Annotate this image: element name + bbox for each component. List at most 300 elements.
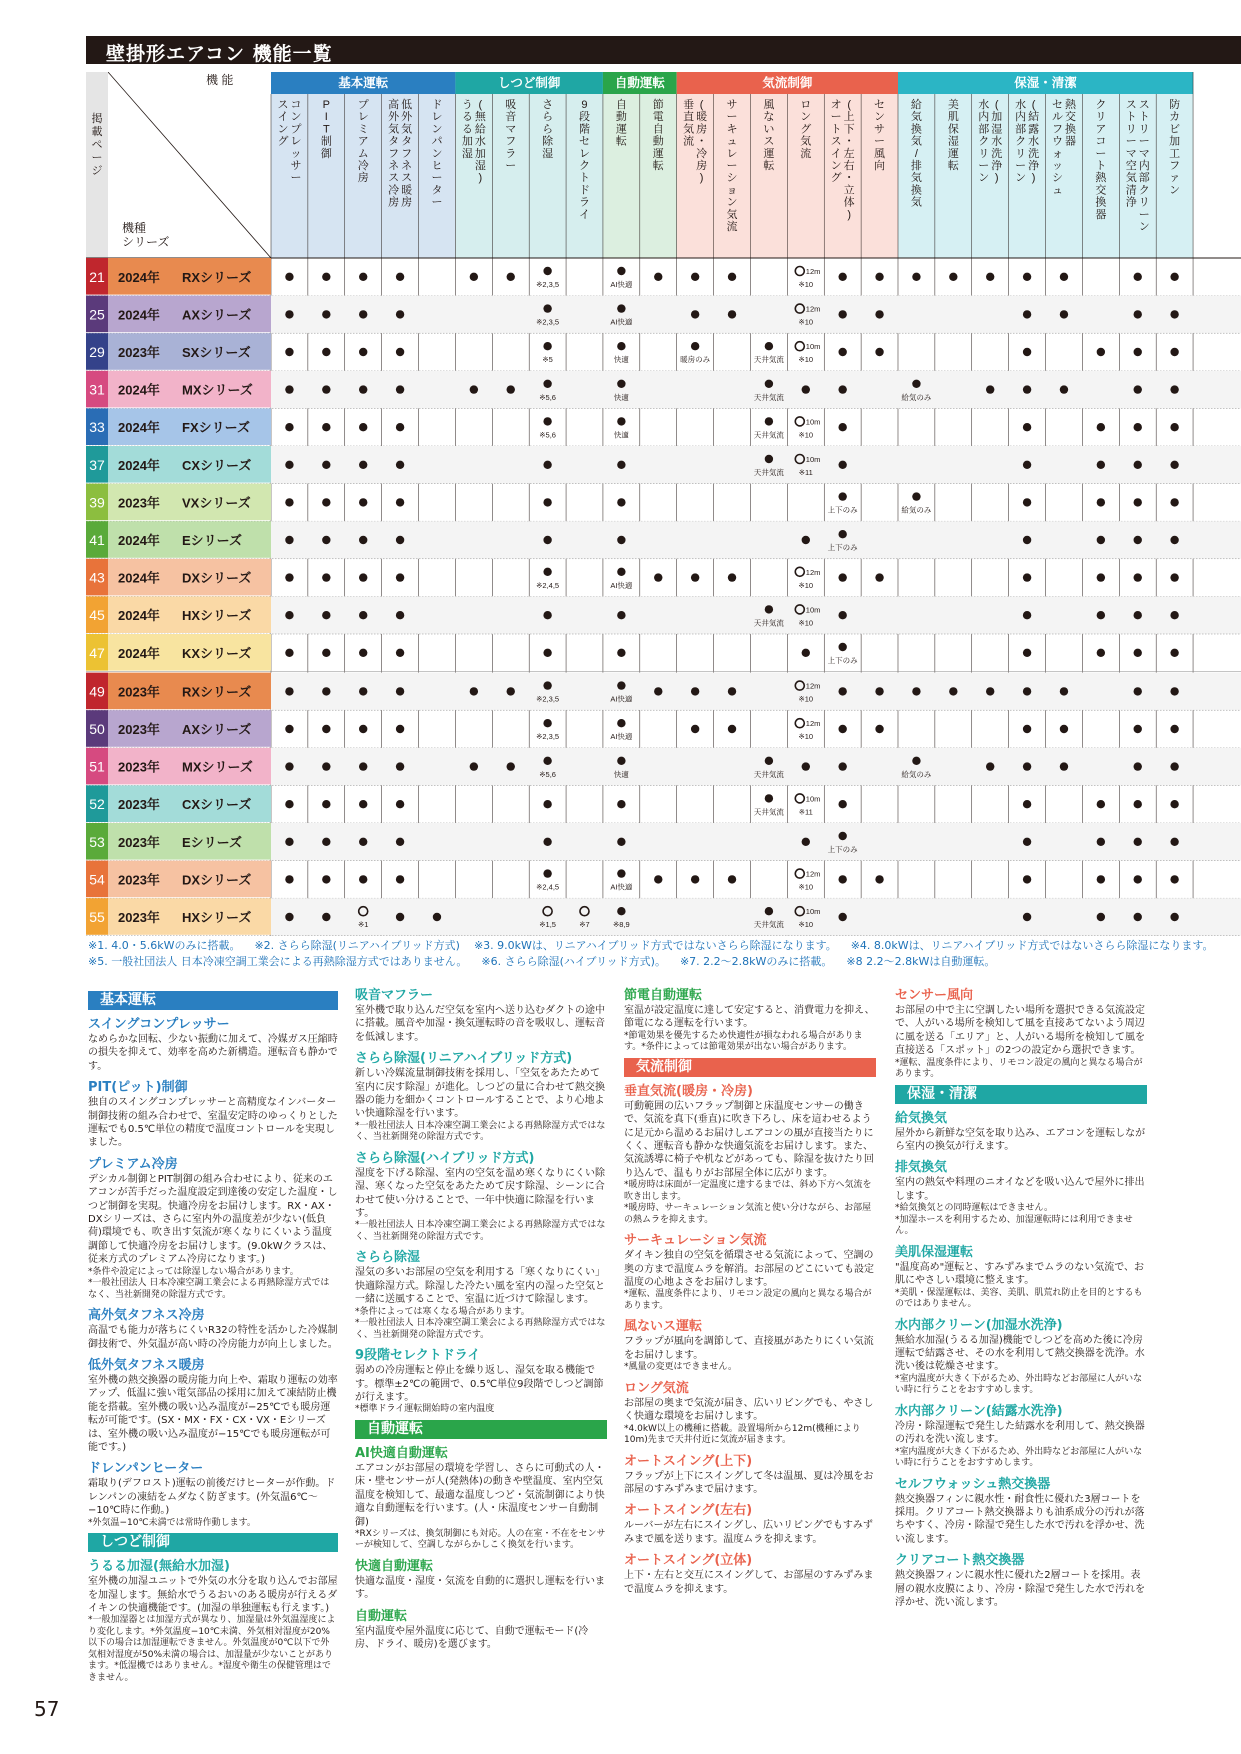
column-header-7: 除 — [542, 135, 554, 148]
column-header-23: ト — [1125, 111, 1137, 124]
column-header-3: タ — [401, 135, 413, 148]
mark-dot-1-11 — [691, 310, 699, 318]
column-header-4: ド — [431, 99, 443, 111]
column-header-19: 水 — [978, 99, 990, 111]
column-header-22: コ — [1095, 135, 1107, 148]
mark-dot-1-0 — [285, 310, 293, 318]
text-swing-vertical: フラップが上下にスイングして冬は温風、夏は冷風をお部屋のすみずみまで届けます。 — [624, 1470, 874, 1495]
mark-dot-12-12 — [728, 725, 736, 733]
mark-dot-7-2 — [359, 536, 367, 544]
corner-function-label: 機 能 — [206, 73, 234, 87]
mark-dot-16-20 — [1023, 875, 1031, 883]
mark-dot-17-4 — [433, 913, 441, 921]
column-header-17: 気 — [910, 172, 922, 185]
mark-dot-11-3 — [396, 687, 404, 695]
mark-dot-11-7 — [543, 681, 551, 689]
column-header-24: ン — [1169, 184, 1181, 197]
column-header-10: 転 — [652, 160, 664, 172]
mark-dot-13-9 — [617, 757, 625, 765]
mark-dot-14-2 — [359, 800, 367, 808]
mark-note-12-14: ※10 — [798, 732, 814, 742]
mark-dot-13-15 — [838, 762, 846, 770]
column-header-0: レ — [290, 135, 302, 148]
column-header-20: ー — [1015, 160, 1027, 172]
column-header-15: 右 — [843, 160, 855, 172]
row-year-0: 2024年 — [118, 269, 160, 285]
column-header-12: ョ — [726, 184, 738, 197]
heading-sarara-linear: さらら除湿(リニアハイブリッド方式) — [355, 1051, 573, 1067]
mark-note-17-13: 天井気流 — [753, 920, 784, 930]
row-stripe-9 — [271, 596, 1241, 634]
column-header-8: ラ — [578, 196, 590, 209]
column-header-12: 気 — [726, 208, 738, 221]
mark-note-16-7: ※2,4,5 — [536, 882, 560, 892]
column-header-21: 交 — [1064, 111, 1076, 124]
mark-note-4-7: ※5,6 — [539, 430, 556, 440]
mark-dot-0-11 — [691, 273, 699, 281]
section-basic-operation: 基本運転 — [88, 991, 338, 1010]
heading-no-wind: 風ないス運転 — [624, 1319, 703, 1335]
mark-dot-0-12 — [728, 273, 736, 281]
column-header-11: 垂 — [683, 99, 695, 111]
column-header-3: ネ — [388, 160, 400, 172]
column-header-23: マ — [1138, 147, 1150, 160]
column-header-8: レ — [578, 147, 590, 160]
text-exhaust-vent: 室内の熱気や料理のニオイなどを吸い込んで屋外に排出します。 — [895, 1177, 1145, 1202]
text-drain-pan-heater: 霜取り(デフロスト)運転の前後だけヒーターが作動。ドレンパンの凍結をムダなく防ぎます。(外気温6℃〜−10℃時に作動。) — [88, 1478, 336, 1517]
group-label-1: しつど制御 — [497, 76, 561, 90]
column-header-4: タ — [431, 184, 443, 197]
column-header-0: サ — [290, 160, 302, 172]
heading-self-wash: セルフウォッシュ熱交換器 — [895, 1476, 1051, 1492]
row-year-10: 2024年 — [118, 645, 160, 661]
row-series-12: AXシリーズ — [182, 722, 252, 737]
row-year-6: 2023年 — [118, 495, 160, 511]
mark-note-8-9: AI快適 — [610, 580, 633, 590]
column-header-10: 自 — [652, 123, 664, 136]
column-header-1: T — [322, 123, 330, 136]
mark-dot-17-3 — [396, 913, 404, 921]
column-header-16: 風 — [874, 147, 886, 160]
mark-dot-15-15 — [838, 832, 846, 840]
group-label-4: 保湿・清潔 — [1014, 76, 1077, 90]
column-header-17: / — [914, 147, 918, 160]
mark-ring-16-14 — [795, 869, 804, 878]
mark-dot-6-22 — [1097, 498, 1105, 506]
mark-dot-16-11 — [691, 875, 699, 883]
column-header-19: ー — [978, 160, 990, 172]
column-header-2: 房 — [357, 172, 369, 185]
column-header-21: ル — [1051, 111, 1063, 124]
heading-swing-3d: オートスイング(立体) — [624, 1553, 753, 1569]
mark-dot-17-23 — [1134, 913, 1142, 921]
column-header-4: ヒ — [431, 160, 443, 172]
title-bar — [86, 36, 1241, 64]
column-header-5: 加 — [474, 147, 486, 160]
page-label-char: 掲 — [91, 113, 103, 125]
note-eco-auto: *節電効果を優先するため快適性が損なわれる場合があります。*条件によっては節電効果が出ない場合があります。 — [624, 1030, 863, 1053]
column-header-3: 外 — [401, 111, 413, 124]
column-header-15: ス — [830, 135, 842, 148]
column-header-6: 吸 — [505, 99, 517, 111]
heading-swing-compressor: スイングコンプレッサー — [88, 1017, 230, 1032]
heading-low-temp-heating: 低外気タフネス暖房 — [88, 1358, 205, 1373]
footnote-3: ※3. 9.0kWは、リニアハイブリッド方式ではないさらら除湿になります。 — [473, 939, 837, 952]
mark-dot-8-0 — [285, 573, 293, 581]
mark-note-0-9: AI快適 — [610, 280, 633, 289]
mark-ring-0-14 — [795, 267, 804, 276]
mark-dot-1-16 — [875, 310, 883, 318]
note-ai-auto: *RXシリーズは、換気制御にも対応。人の在室・不在をセンサーが検知して、空調しながらかしこく換気を行います。 — [355, 1528, 606, 1551]
mark-dot-10-7 — [543, 649, 551, 657]
mark-note-17-7: ※1,5 — [539, 920, 556, 930]
column-header-11: 房 — [696, 160, 708, 172]
mark-dot-10-24 — [1170, 649, 1178, 657]
column-header-21: セ — [1051, 99, 1063, 111]
mark-dot-2-22 — [1097, 348, 1105, 356]
column-header-2: 冷 — [357, 160, 369, 172]
column-header-7: さ — [542, 99, 554, 111]
mark-dot-16-15 — [838, 875, 846, 883]
mark-dot-12-16 — [875, 725, 883, 733]
mark-dot-8-12 — [728, 573, 736, 581]
text-self-wash: 熱交換器フィンに親水性・耐食性に優れた3層コートを採用。クリアコート熱交換器よりも油系成分の汚れが落ちやすく、冷房・除湿で発生した水で汚れを浮かせ、洗い流します。 — [895, 1493, 1145, 1545]
heading-muffler: 吸音マフラー — [355, 988, 434, 1003]
text-select-dry: 弱めの冷房運転と停止を繰り返し、湿気を取る機能です。標準±2℃の範囲で、0.5℃単位9段階でしつど調節が行えます。 — [355, 1365, 604, 1403]
mark-dot-4-20 — [1023, 423, 1031, 431]
column-header-16: セ — [874, 99, 886, 111]
mark-dot-0-19 — [986, 273, 994, 281]
mark-dot-13-7 — [543, 757, 551, 765]
column-header-9: 動 — [615, 111, 627, 124]
heading-auto: 自動運転 — [355, 1608, 408, 1624]
mark-dot-5-15 — [838, 461, 846, 469]
mark-note-4-9: 快適 — [613, 430, 629, 440]
section-humidity-control: しつど制御 — [88, 1533, 338, 1552]
mark-dot-15-3 — [396, 838, 404, 846]
matrix-corner — [86, 72, 271, 258]
mark-dot-10-22 — [1097, 649, 1105, 657]
column-header-21: シ — [1051, 172, 1063, 185]
column-header-21: ウ — [1051, 135, 1063, 148]
row-page-5: 37 — [89, 456, 105, 473]
row-year-16: 2023年 — [118, 872, 160, 888]
column-header-18: 転 — [947, 160, 959, 172]
row-year-9: 2024年 — [118, 608, 160, 624]
row-page-15: 53 — [89, 833, 105, 850]
text-sarara: 湿気の多いお部屋の空気を利用する「寒くなりにくい」快適除湿方式。除湿した冷たい風を室内の湿った空気と一緒に送風することで、室温に近づけて除湿します。 — [355, 1267, 605, 1306]
column-header-13: 運 — [763, 147, 775, 160]
column-header-5: ( — [478, 99, 483, 111]
mark-dot-15-7 — [543, 838, 551, 846]
mark-distance-11-14: 12m — [805, 681, 821, 691]
mark-dot-2-15 — [838, 348, 846, 356]
column-header-23: 空 — [1125, 160, 1137, 172]
column-header-11: 暖 — [696, 111, 708, 124]
row-stripe-13 — [271, 748, 1241, 786]
mark-ring-12-14 — [795, 719, 804, 728]
column-header-12: ュ — [726, 135, 738, 148]
mark-dot-0-24 — [1170, 273, 1178, 281]
mark-dot-12-1 — [322, 725, 330, 733]
mark-dot-3-3 — [396, 385, 404, 393]
mark-dot-5-20 — [1023, 461, 1031, 469]
column-header-23: ン — [1138, 221, 1150, 233]
mark-dot-2-3 — [396, 348, 404, 356]
column-header-15: ( — [847, 99, 852, 111]
column-header-17: 気 — [910, 196, 922, 209]
mark-dot-0-10 — [654, 273, 662, 281]
column-header-14: 気 — [800, 135, 812, 148]
mark-dot-11-15 — [838, 687, 846, 695]
mark-dot-6-17 — [912, 492, 920, 500]
mark-dot-15-20 — [1023, 838, 1031, 846]
mark-note-1-9: AI快適 — [610, 317, 633, 327]
column-header-3: 冷 — [388, 184, 400, 197]
mark-note-11-9: AI快適 — [610, 694, 633, 704]
column-header-23: 浄 — [1125, 196, 1137, 209]
mark-dot-9-15 — [838, 611, 846, 619]
mark-dot-4-24 — [1170, 423, 1178, 431]
column-header-23: ー — [1138, 135, 1150, 148]
mark-dot-16-2 — [359, 875, 367, 883]
column-header-12: シ — [726, 172, 738, 185]
column-header-12: ン — [726, 196, 738, 209]
note-sensor-direction: *運転、温度条件により、リモコン設定の風向と異なる場合があります。 — [895, 1057, 1143, 1080]
column-header-13: 転 — [763, 160, 775, 172]
row-series-5: CXシリーズ — [182, 457, 252, 473]
mark-dot-1-12 — [728, 310, 736, 318]
mark-dot-14-20 — [1023, 800, 1031, 808]
column-header-23: ー — [1125, 135, 1137, 148]
mark-dot-9-23 — [1134, 611, 1142, 619]
column-header-19: ン — [978, 172, 990, 185]
heading-inner-clean-humid: 水内部クリーン(加湿水洗浄) — [895, 1317, 1063, 1333]
mark-dot-16-23 — [1134, 875, 1142, 883]
mark-dot-1-24 — [1170, 310, 1178, 318]
text-ai-auto: エアコンがお部屋の環境を学習し、さらに可動式の人・床・壁センサーが人(発熱体)の動きや壁温度、室内空気温度を検知して、最適な温度しつど・気流制御により快適な自動運転を行います。(人・床温度センサー自動制御) — [355, 1462, 605, 1528]
column-header-5: 無 — [474, 111, 486, 124]
mark-dot-11-20 — [1023, 687, 1031, 695]
mark-dot-6-20 — [1023, 498, 1031, 506]
mark-note-17-2: ※1 — [357, 920, 369, 930]
mark-dot-16-1 — [322, 875, 330, 883]
mark-dot-12-9 — [617, 719, 625, 727]
column-header-5: 水 — [474, 135, 486, 148]
note-circulation: *運転、温度条件により、リモコン設定の風向と異なる場合があります。 — [624, 1289, 872, 1311]
mark-dot-1-3 — [396, 310, 404, 318]
mark-dot-0-17 — [912, 273, 920, 281]
mark-note-7-15: 上下のみ — [827, 543, 858, 553]
mark-dot-2-0 — [285, 348, 293, 356]
mark-distance-17-14: 10m — [805, 907, 821, 917]
mark-dot-12-21 — [1060, 725, 1068, 733]
column-header-15: ) — [847, 208, 852, 221]
footnotes — [88, 938, 1238, 970]
mark-dot-10-2 — [359, 649, 367, 657]
mark-dot-14-3 — [396, 800, 404, 808]
mark-dot-13-21 — [1060, 762, 1068, 770]
mark-dot-13-19 — [986, 762, 994, 770]
column-header-12: サ — [726, 99, 738, 111]
column-header-17: 気 — [910, 111, 922, 124]
column-header-3: 房 — [388, 196, 400, 209]
mark-dot-12-2 — [359, 725, 367, 733]
heading-high-temp-cooling: 高外気タフネス冷房 — [88, 1308, 205, 1324]
column-header-23: リ — [1138, 196, 1150, 209]
column-header-6: 音 — [505, 111, 517, 124]
row-page-13: 51 — [89, 758, 105, 775]
column-header-4: ン — [431, 147, 443, 160]
group-label-0: 基本運転 — [338, 76, 389, 90]
mark-dot-13-3 — [396, 762, 404, 770]
column-header-20: ク — [1015, 135, 1027, 148]
mark-dot-15-14 — [802, 838, 810, 846]
mark-dot-0-3 — [396, 273, 404, 281]
mark-distance-2-14: 10m — [805, 342, 821, 352]
column-header-15: グ — [830, 172, 842, 185]
column-header-20: ン — [1015, 172, 1027, 185]
column-header-11: 冷 — [696, 147, 708, 160]
column-header-18: 保 — [947, 123, 959, 136]
column-header-22: リ — [1095, 111, 1107, 124]
mark-dot-8-20 — [1023, 573, 1031, 581]
column-header-12: レ — [726, 147, 738, 160]
section-airflow-control: 気流制御 — [624, 1058, 876, 1077]
column-header-0: ン — [290, 111, 302, 124]
note-sarara: *条件によっては寒くなる場合があります。 *一般社団法人 日本冷凍空調工業会による再熱除湿方式ではなく、当社新開発の除湿方式です。 — [355, 1306, 606, 1340]
mark-dot-3-19 — [986, 385, 994, 393]
column-header-10: 電 — [652, 111, 664, 124]
heading-swing-vertical: オートスイング(上下) — [624, 1453, 753, 1469]
text-supply-vent: 屋外から新鮮な空気を取り込み、エアコンを運転しながら室内の換気が行えます。 — [895, 1127, 1146, 1153]
mark-distance-1-14: 12m — [805, 304, 821, 314]
mark-dot-1-15 — [838, 310, 846, 318]
column-header-21: 熱 — [1064, 99, 1076, 111]
mark-dot-10-9 — [617, 649, 625, 657]
column-header-13: 風 — [763, 99, 775, 111]
column-header-22: 器 — [1095, 208, 1107, 221]
note-ururu: *一般加湿器とは加湿方式が異なり、加湿量は外気温湿度により変化します。*外気温度−10℃未満、外気相対湿度が20%以下の場合は加湿運転できません。外気温度が0℃以下で外気相対湿度が50%未満の場合は、加湿量が少ないことがあります。*低湿機ではありません。*湿度や衛生の保健管理はできません。 — [88, 1615, 336, 1683]
column-header-11: 直 — [683, 111, 695, 124]
column-header-15: 上 — [843, 111, 855, 124]
row-stripe-17 — [271, 898, 1241, 936]
row-page-1: 25 — [89, 306, 105, 323]
column-header-2: プ — [357, 99, 369, 111]
column-header-22: ト — [1095, 160, 1107, 172]
column-header-18: 肌 — [947, 111, 959, 124]
mark-dot-16-10 — [654, 875, 662, 883]
column-header-4: ン — [431, 123, 443, 136]
mark-dot-10-14 — [802, 649, 810, 657]
mark-note-0-14: ※10 — [798, 280, 814, 289]
column-header-21: 器 — [1064, 135, 1076, 148]
mark-distance-9-14: 10m — [805, 605, 821, 615]
mark-dot-15-9 — [617, 838, 625, 846]
column-header-19: 加 — [991, 111, 1003, 124]
note-long-flow: *4.0kW以上の機種に搭載。設置場所から12m(機種により10m)先まで天井付近に気流が届きます。 — [624, 1423, 861, 1446]
column-header-4: パ — [431, 135, 443, 148]
text-swing-3d: 上下・左右と交互にスイングして、お部屋のすみずみまで温度ムラを抑えます。 — [624, 1570, 874, 1595]
mark-dot-6-1 — [322, 498, 330, 506]
heading-ururu: うるる加湿(無給水加湿) — [88, 1559, 230, 1575]
column-header-22: ー — [1095, 147, 1107, 160]
column-header-3: フ — [401, 147, 413, 160]
heading-skin-care: 美肌保湿運転 — [895, 1244, 974, 1260]
mark-note-6-17: 給気のみ — [901, 505, 932, 515]
function-matrix — [86, 72, 1241, 936]
column-header-11: 房 — [696, 123, 708, 136]
function-matrix-grid — [86, 72, 1241, 936]
column-header-8: 段 — [578, 111, 590, 124]
mark-distance-12-14: 12m — [805, 719, 821, 729]
mark-dot-12-3 — [396, 725, 404, 733]
footnote-1: ※1. 4.0・5.6kWのみに搭載。 — [88, 939, 241, 952]
mark-dot-2-11 — [691, 342, 699, 350]
mark-dot-0-15 — [838, 273, 846, 281]
mark-dot-14-7 — [543, 800, 551, 808]
row-page-7: 41 — [89, 532, 105, 548]
mark-dot-2-1 — [322, 348, 330, 356]
column-header-10: 動 — [652, 135, 664, 148]
mark-dot-10-1 — [322, 649, 330, 657]
row-year-11: 2023年 — [118, 684, 160, 700]
text-skin-care: "温度高め"運転と、すみずみまでムラのない気流で、お肌にやさしい環境に整えます。 — [895, 1261, 1144, 1287]
mark-note-13-9: 快適 — [613, 769, 629, 779]
mark-dot-0-0 — [285, 273, 293, 281]
mark-dot-1-2 — [359, 310, 367, 318]
column-header-20: ) — [1031, 172, 1036, 185]
column-header-10: 運 — [652, 147, 664, 160]
column-header-11: ( — [699, 99, 704, 111]
mark-dot-0-7 — [543, 267, 551, 275]
text-ururu: 室外機の加湿ユニットで外気の水分を取り込んでお部屋を加湿します。無給水でうるおいのある暖房が行えるダイキンの快適機能です。(加湿の単独運転も行えます。) — [88, 1576, 338, 1614]
mark-dot-17-0 — [285, 913, 293, 921]
column-header-3: 房 — [401, 196, 413, 209]
heading-circulation: サーキュレーション気流 — [624, 1233, 767, 1249]
column-header-13: な — [763, 111, 775, 124]
row-series-16: DXシリーズ — [182, 872, 252, 888]
mark-dot-6-2 — [359, 498, 367, 506]
note-skin-care: *美肌・保湿運転は、美容、美肌、肌荒れ防止を目的とするものではありません。 — [895, 1287, 1143, 1310]
mark-note-17-14: ※10 — [798, 920, 814, 930]
mark-dot-4-15 — [838, 423, 846, 431]
mark-dot-16-22 — [1097, 875, 1105, 883]
mark-note-17-9: ※8,9 — [613, 920, 630, 930]
mark-dot-13-23 — [1134, 762, 1142, 770]
mark-dot-17-13 — [765, 907, 773, 915]
column-header-12: ー — [726, 160, 738, 172]
mark-dot-8-15 — [838, 573, 846, 581]
mark-dot-13-14 — [802, 762, 810, 770]
column-header-24: ァ — [1169, 172, 1181, 185]
column-header-7: ら — [542, 123, 554, 136]
mark-ring-14-14 — [795, 794, 804, 803]
column-header-23: ー — [1138, 208, 1150, 221]
heading-long-flow: ロング気流 — [624, 1380, 689, 1396]
heading-sensor-direction: センサー風向 — [895, 988, 974, 1003]
row-series-13: MXシリーズ — [182, 759, 253, 775]
text-high-temp-cooling: 高温でも能力が落ちにくいR32の特性を活かした冷媒制御技術で、外気温が高い時の冷房能力が向上しました。 — [88, 1325, 338, 1350]
column-header-21: ォ — [1051, 147, 1063, 160]
text-swing-compressor: なめらかな回転、少ない振動に加えて、冷媒ガス圧縮時の損失を抑えて、効率を高めた新構造。運転音も静かです。 — [88, 1034, 338, 1072]
group-label-2: 自動運転 — [614, 76, 665, 90]
row-series-14: CXシリーズ — [182, 797, 252, 813]
mark-dot-4-9 — [617, 417, 625, 425]
mark-dot-12-11 — [691, 725, 699, 733]
text-auto: 室内温度や屋外温度に応じて、自動で運転モード(冷房、ドライ、暖房)を選びます。 — [355, 1625, 589, 1651]
mark-dot-7-7 — [543, 536, 551, 544]
